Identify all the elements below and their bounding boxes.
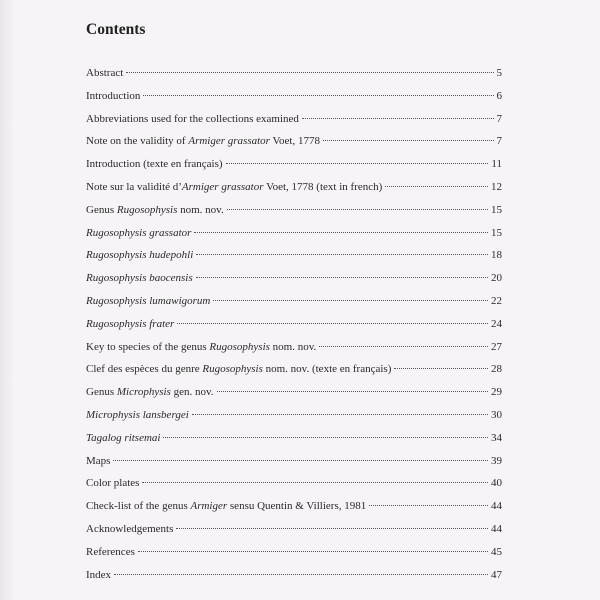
page-edge-shadow: [0, 0, 14, 600]
toc-entry-title-text: Voet, 1778: [269, 135, 320, 148]
toc-entry-title-italic: Rugosophysis lumawigorum: [86, 295, 211, 307]
toc-page-number: 12: [491, 181, 502, 193]
toc-entry: [86, 407, 502, 423]
toc-entry-title-text: Abbreviations used for the collections examined: [86, 112, 299, 125]
toc-entry-title-text: Clef des espèces du genre: [86, 363, 203, 376]
toc-dot-leader: [142, 482, 488, 483]
toc-dot-leader: [126, 72, 493, 73]
toc-entry-title-italic: Rugosophysis: [116, 203, 178, 216]
toc-dot-leader: [319, 346, 488, 347]
toc-entry-title-text: Genus: [86, 203, 117, 216]
toc-entry: [86, 293, 502, 309]
toc-dot-leader: [369, 505, 488, 506]
toc-entry-title: [86, 498, 366, 514]
toc-entry-title-text: Check-list of the genus: [86, 500, 191, 513]
toc-page-number: 24: [491, 317, 502, 330]
toc-page-number: 29: [491, 386, 502, 399]
toc-entry-title-italic: Armiger grassator: [181, 181, 264, 193]
toc-dot-leader: [143, 95, 493, 96]
toc-dot-leader: [217, 391, 488, 392]
toc-dot-leader: [176, 528, 488, 529]
toc-page-number: 7: [496, 112, 502, 125]
toc-dot-leader: [302, 118, 494, 119]
toc-page-number: 5: [496, 67, 502, 79]
toc-entry-title-italic: Armiger: [190, 500, 228, 513]
toc-entry-title-text: nom. nov.: [269, 340, 317, 353]
toc-dot-leader: [192, 414, 488, 415]
toc-entry-title-text: Genus: [86, 386, 117, 399]
toc-entry-title-text: gen. nov.: [170, 386, 214, 399]
toc-entry-title-italic: Rugosophysis: [209, 340, 270, 353]
toc-entry-title: [86, 316, 174, 332]
toc-page-number: 45: [491, 545, 502, 558]
toc-page-number: 18: [491, 249, 502, 262]
toc-entry-title: [86, 361, 391, 377]
toc-entry-title-text: Introduction (texte en français): [86, 158, 223, 171]
toc-entry-title: [86, 407, 189, 423]
toc-entry-title: [86, 430, 160, 446]
toc-entry-title: [86, 270, 193, 286]
toc-dot-leader: [385, 186, 488, 187]
toc-page-number: 40: [491, 477, 502, 490]
toc-entry: [86, 111, 502, 127]
toc-dot-leader: [113, 460, 488, 461]
toc-page-number: 15: [491, 203, 502, 216]
toc-entry-title-text: sensu Quentin & Villiers, 1981: [227, 500, 367, 513]
toc-entry: [86, 133, 502, 149]
toc-entry-title-italic: Rugosophysis hudepohli: [86, 249, 194, 262]
toc-entry-title-italic: Tagalog ritsemai: [86, 431, 161, 444]
toc-entry-title: [86, 293, 210, 309]
toc-entry: [86, 430, 502, 446]
toc-entry: [86, 475, 502, 491]
toc-dot-leader: [323, 140, 494, 141]
toc-entry-title-text: Color plates: [86, 477, 140, 490]
toc-entry-title-text: Voet, 1778 (text in french): [263, 181, 383, 193]
toc-page-number: 15: [491, 226, 502, 239]
toc-entry-title: [86, 475, 139, 491]
toc-entry: [86, 179, 502, 195]
toc-entry-title-text: nom. nov.: [177, 203, 224, 216]
toc-entry: [86, 247, 502, 263]
toc-page-number: 27: [491, 340, 502, 353]
toc-entry-title-text: Note on the validity of: [86, 135, 189, 148]
toc-page-number: 44: [491, 500, 502, 513]
toc-entry: [86, 65, 502, 81]
toc-entry-title-text: Abstract: [86, 67, 124, 79]
toc-entry: [86, 225, 502, 241]
toc-page-number: 6: [496, 89, 502, 102]
toc-page-number: 28: [491, 363, 502, 376]
toc-dot-leader: [196, 277, 488, 278]
toc-dot-leader: [138, 551, 488, 552]
toc-entry-title: [86, 339, 316, 355]
toc-entry: [86, 339, 502, 355]
toc-entry: [86, 88, 502, 104]
toc-dot-leader: [177, 323, 488, 324]
toc-entry: [86, 156, 502, 172]
toc-entry: [86, 521, 502, 537]
toc-entry-title-text: Introduction: [86, 89, 141, 102]
toc-dot-leader: [394, 368, 488, 369]
toc-entry-title: [86, 521, 173, 537]
toc-entry-title: [86, 111, 299, 127]
toc-dot-leader: [194, 232, 488, 233]
toc-entry-title-text: Key to species of the genus: [86, 340, 210, 353]
toc-entry-title-text: Acknowledgements: [86, 523, 174, 535]
toc-dot-leader: [114, 574, 488, 575]
toc-entry-title: [86, 567, 111, 583]
toc-page-number: 11: [491, 158, 502, 171]
toc-entry-title: [86, 133, 320, 149]
toc-page-number: 22: [491, 295, 502, 307]
toc-dot-leader: [163, 437, 488, 438]
toc-entry: [86, 361, 502, 377]
toc-entry-title-text: References: [86, 545, 135, 558]
toc-entry: [86, 498, 502, 514]
toc-entry: [86, 567, 502, 583]
toc-entry-title: [86, 225, 191, 241]
toc-dot-leader: [227, 209, 488, 210]
toc-entry-title-italic: Microphysis lansbergei: [86, 409, 189, 421]
toc-entry-title: [86, 88, 140, 104]
toc-entry-title: [86, 384, 214, 400]
toc-page-number: 34: [491, 431, 502, 444]
toc-entry-title: [86, 453, 110, 469]
toc-dot-leader: [196, 254, 488, 255]
toc-entry: [86, 544, 502, 560]
toc-entry-title-text: Maps: [86, 454, 111, 467]
toc-entry-title: [86, 65, 123, 81]
toc-entry: [86, 202, 502, 218]
toc-entry-title-italic: Rugosophysis frater: [86, 317, 175, 330]
toc-entry-title: [86, 156, 223, 172]
toc-dot-leader: [213, 300, 488, 301]
toc-entry: [86, 453, 502, 469]
toc-page-number: 44: [491, 523, 502, 535]
toc-entry-title: [86, 202, 224, 218]
toc-entry-title-text: Index: [86, 568, 112, 581]
toc-entry-title: [86, 179, 382, 195]
toc-entry-title-text: nom. nov. (texte en français): [262, 363, 392, 376]
toc-entry-title-italic: Armiger grassator: [188, 135, 270, 148]
toc-entry: [86, 316, 502, 332]
toc-entry-title-italic: Rugosophysis grassator: [86, 226, 192, 239]
toc-entry-title-italic: Rugosophysis baocensis: [86, 272, 193, 285]
toc-entry: [86, 384, 502, 400]
toc-page-number: 20: [491, 272, 502, 285]
toc-dot-leader: [226, 163, 489, 164]
toc-page-number: 39: [491, 454, 502, 467]
toc-entry-title: [86, 544, 135, 560]
toc-entry-title-italic: Rugosophysis: [202, 363, 263, 376]
toc-entry-title: [86, 247, 193, 263]
toc-page-number: 7: [496, 135, 502, 148]
toc-entry: [86, 270, 502, 286]
toc-page-number: 30: [491, 409, 502, 421]
toc-entry-title-text: Note sur la validité d’: [86, 181, 182, 193]
toc-page-number: 47: [491, 568, 502, 581]
toc-entry-title-italic: Microphysis: [116, 386, 171, 399]
page-title: Contents: [86, 21, 146, 38]
